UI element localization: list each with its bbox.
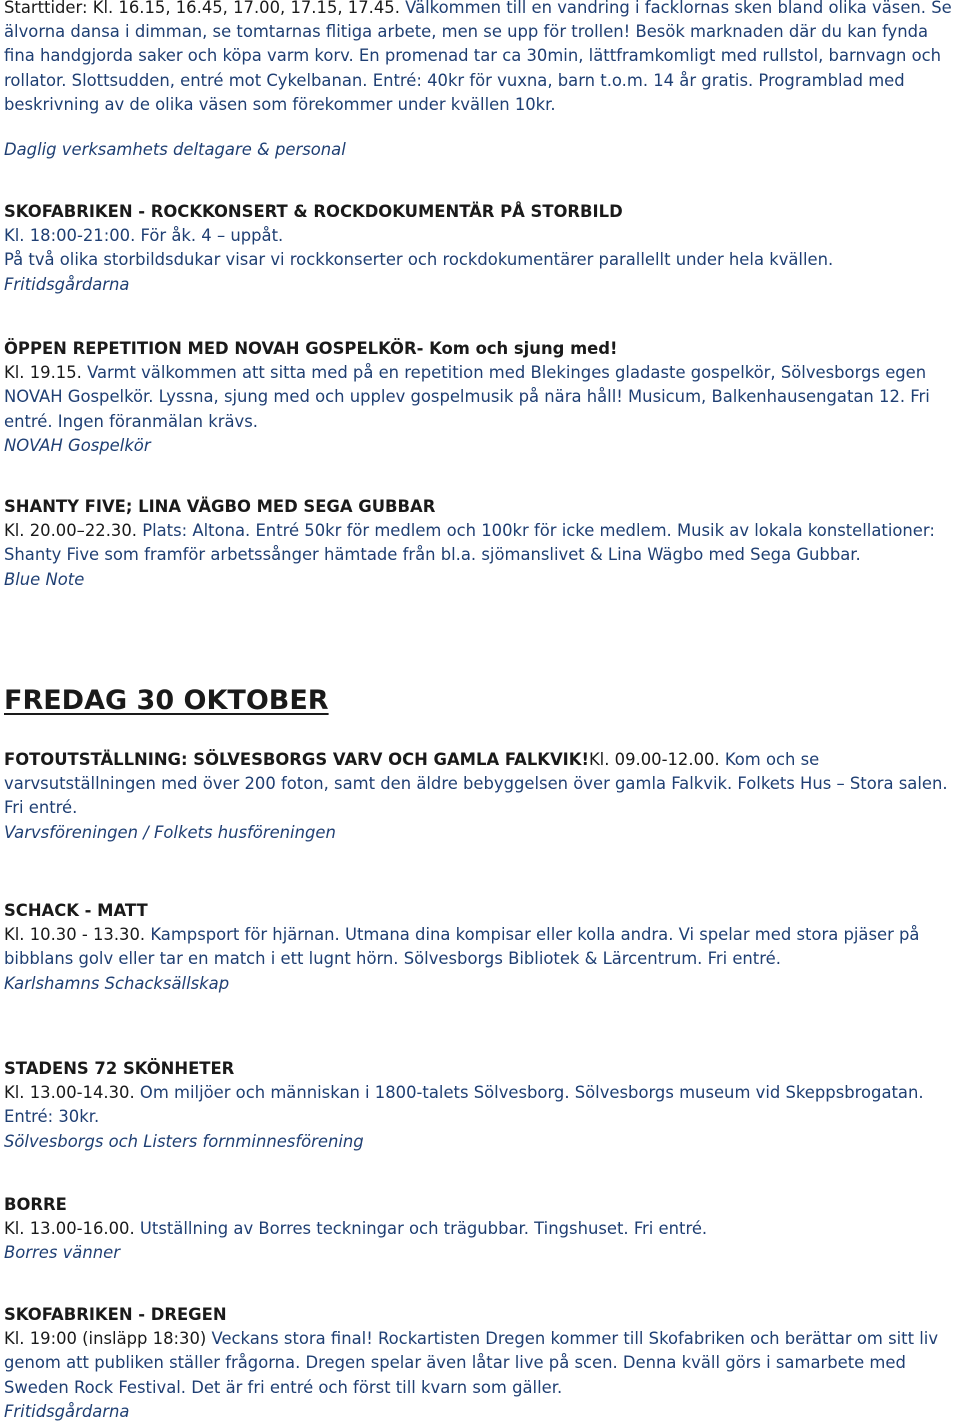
intro-text: Välkommen till en vandring i facklornas sken bland olika väsen. Se älvorna dansa i dimman, se tomtarnas flitiga arbete, men se upp för trollen! Besök marknaden där du kan fynda fina handgjorda saker och köpa varm korv. En promenad tar ca 30min, lättframkomligt med rullstol, barnvagn och rollator. Slottsudden, entré mot Cykelbanan. Entré: 40kr för vuxna, barn t.o.m. 14 år gratis. Programblad med beskrivning av de olika väsen som förekommer under kvällen 10kr. — [4, 0, 952, 114]
event-description: På två olika storbildsdukar visar vi rockkonserter och rockdokumentärer parallellt under hela kvällen. — [4, 250, 834, 270]
event-time: Kl. 09.00-12.00. — [588, 750, 720, 769]
event-shanty-five — [4, 495, 958, 592]
event-organizer: NOVAH Gospelkör — [4, 435, 151, 455]
event-time: Kl. 13.00-16.00. — [4, 1219, 135, 1239]
event-title: SKOFABRIKEN - DREGEN — [4, 1305, 227, 1324]
event-time: Kl. 19:00 (insläpp 18:30) — [4, 1329, 207, 1349]
event-time: Kl. 19.15. — [4, 363, 82, 383]
intro-paragraph — [4, 0, 958, 117]
event-title: STADENS 72 SKÖNHETER — [4, 1059, 235, 1078]
event-title: SKOFABRIKEN - ROCKKONSERT & ROCKDOKUMENTÄR PÅ STORBILD — [4, 202, 623, 221]
event-fotoutstallning — [4, 748, 958, 845]
event-description: Kom och se varvsutställningen med över 200 foton, samt den äldre bebyggelsen över gamla Falkvik. Folkets Hus – Stora salen. Fri entré. — [4, 750, 948, 818]
event-dregen — [4, 1303, 958, 1424]
event-time: Kl. 18:00-21:00. För åk. 4 – uppåt. — [4, 226, 284, 246]
intro-start-times: Starttider: Kl. 16.15, 16.45, 17.00, 17.15, 17.45. — [4, 0, 400, 17]
event-organizer: Karlshamns Schacksällskap — [4, 973, 230, 993]
event-description: Om miljöer och människan i 1800-talets Sölvesborg. Sölvesborgs museum vid Skeppsbrogatan. Entré: 30kr. — [4, 1083, 924, 1127]
event-description: Veckans stora final! Rockartisten Dregen kommer till Skofabriken och berättar om sitt liv genom att publiken ställer frågorna. Dregen spelar även låtar live på scen. Denna kväll görs i samarbete med Sweden Rock Festival. Det är fri entré och först till kvarn som gäller. — [4, 1329, 939, 1397]
event-organizer: Blue Note — [4, 569, 85, 589]
event-description: Plats: Altona. Entré 50kr för medlem och 100kr för icke medlem. Musik av lokala konstellationer: Shanty Five som framför arbetssånger hämtade från bl.a. sjömanslivet & Lina Wägbo med Sega Gubbar. — [4, 521, 935, 565]
event-stadens-72 — [4, 1057, 958, 1154]
event-organizer: Varvsföreningen / Folkets husföreningen — [4, 822, 336, 842]
intro-organizer: Daglig verksamhets deltagare & personal — [4, 140, 346, 159]
event-description: Kampsport för hjärnan. Utmana dina kompisar eller kolla andra. Vi spelar med stora pjäser på bibblans golv eller tar en match i ett lugnt hörn. Sölvesborgs Bibliotek & Lärcentrum. Fri entré. — [4, 925, 920, 969]
event-title: SCHACK - MATT — [4, 901, 148, 920]
event-skofabriken-rock — [4, 200, 958, 297]
event-title: ÖPPEN REPETITION MED NOVAH GOSPELKÖR- Kom och sjung med! — [4, 339, 618, 358]
event-novah-gospel — [4, 337, 958, 458]
event-organizer: Fritidsgårdarna — [4, 1401, 130, 1421]
event-schack-matt — [4, 899, 958, 996]
event-organizer: Borres vänner — [4, 1243, 120, 1263]
event-title: SHANTY FIVE; LINA VÄGBO MED SEGA GUBBAR — [4, 497, 436, 516]
event-description: Utställning av Borres teckningar och trägubbar. Tingshuset. Fri entré. — [134, 1219, 708, 1239]
event-title: BORRE — [4, 1195, 67, 1214]
event-organizer: Sölvesborgs och Listers fornminnesförening — [4, 1131, 364, 1151]
event-time: Kl. 13.00-14.30. — [4, 1083, 135, 1103]
day-heading: FREDAG 30 OKTOBER — [4, 685, 329, 716]
event-borre — [4, 1193, 958, 1266]
event-description: Varmt välkommen att sitta med på en repetition med Blekinges gladaste gospelkör, Sölvesborgs egen NOVAH Gospelkör. Lyssna, sjung med och upplev gospelmusik på nära håll! Musicum, Balkenhausengatan 12. Fri entré. Ingen föranmälan krävs. — [4, 363, 930, 431]
event-title: FOTOUTSTÄLLNING: SÖLVESBORGS VARV OCH GAMLA FALKVIK! — [4, 750, 589, 769]
event-time: Kl. 20.00–22.30. — [4, 521, 137, 541]
event-time: Kl. 10.30 - 13.30. — [4, 925, 146, 945]
event-organizer: Fritidsgårdarna — [4, 274, 130, 294]
